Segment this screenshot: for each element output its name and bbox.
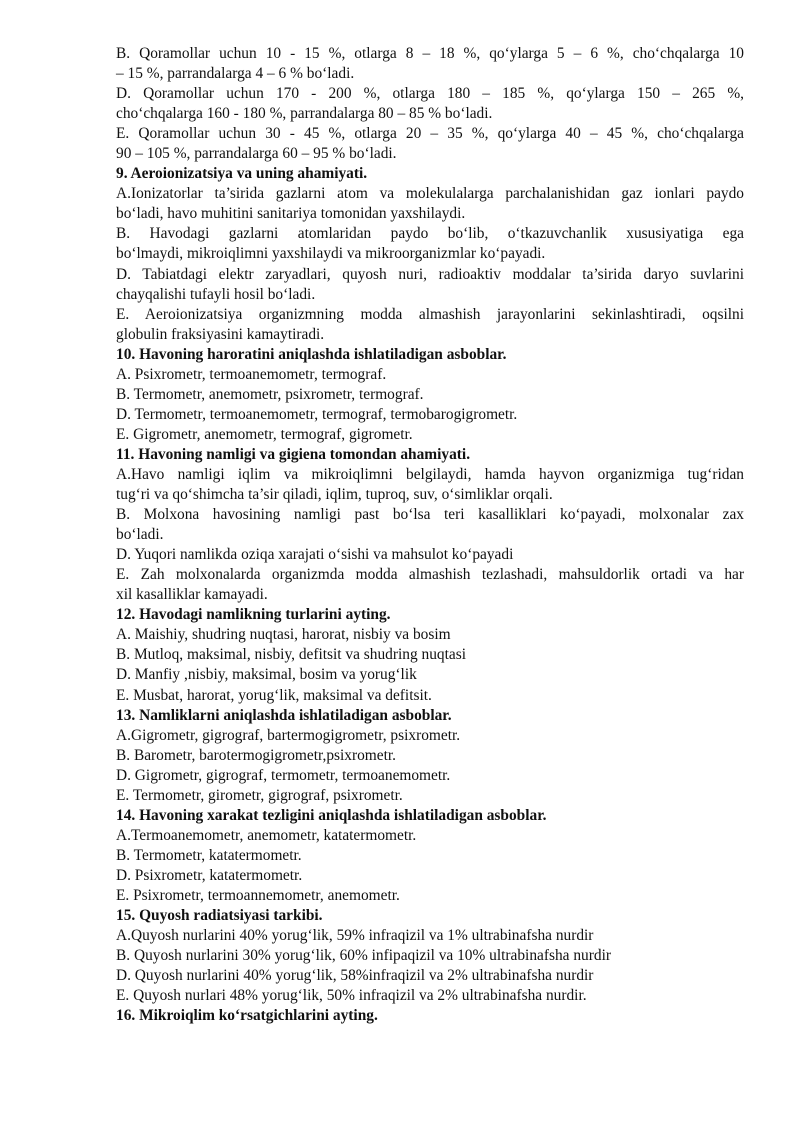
text-line: A. Maishiy, shudring nuqtasi, harorat, nisbiy va bosim xyxy=(116,626,451,644)
text-line: E. Psixrometr, termoannemometr, anemometr. xyxy=(116,886,400,904)
text-line: E. Aeroionizatsiya organizmning modda almashish jarayonlarini sekinlashtiradi, oqsilni xyxy=(116,305,744,323)
text-line: B. Termometr, anemometr, psixrometr, termograf. xyxy=(116,385,424,403)
question-heading: 14. Havoning xarakat tezligini aniqlashda ishlatiladigan asboblar. xyxy=(116,806,547,824)
text-line: E. Zah molxonalarda organizmda modda almashish tezlashadi, mahsuldorlik ortadi va har xyxy=(116,566,744,584)
text-line: E. Qoramollar uchun 30 - 45 %, otlarga 20 – 35 %, qo‘ylarga 40 – 45 %, cho‘chqalarga xyxy=(116,125,744,143)
text-line: bo‘ladi, havo muhitini sanitariya tomonidan yaxshilaydi. xyxy=(116,205,466,223)
text-line: A.Ionizatorlar ta’sirida gazlarni atom va molekulalarga parchalanishidan gaz ionlari paydo xyxy=(116,185,744,203)
text-line: tug‘ri va qo‘shimcha ta’sir qiladi, iqlim, tuproq, suv, o‘simliklar orqali. xyxy=(116,486,553,504)
question-heading: 12. Havodagi namlikning turlarini ayting. xyxy=(116,606,391,624)
text-line: A.Havo namligi iqlim va mikroiqlimni belgilaydi, hamda hayvon organizmiga tug‘ridan xyxy=(116,465,744,483)
text-line: B. Barometr, barotermogigrometr,psixrometr. xyxy=(116,746,397,764)
text-line: A.Gigrometr, gigrograf, bartermogigrometr, psixrometr. xyxy=(116,726,461,744)
text-line: B. Quyosh nurlarini 30% yorug‘lik, 60% infipaqizil va 10% ultrabinafsha nurdir xyxy=(116,947,611,965)
text-line: D. Tabiatdagi elektr zaryadlari, quyosh nuri, radioaktiv moddalar ta’sirida daryo suvlarini xyxy=(116,265,744,283)
text-line: E. Quyosh nurlari 48% yorug‘lik, 50% infraqizil va 2% ultrabinafsha nurdir. xyxy=(116,987,587,1005)
text-line: E. Musbat, harorat, yorug‘lik, maksimal va defitsit. xyxy=(116,686,432,704)
text-line: D. Manfiy ,nisbiy, maksimal, bosim va yorug‘lik xyxy=(116,666,417,684)
text-line: A.Quyosh nurlarini 40% yorug‘lik, 59% infraqizil va 1% ultrabinafsha nurdir xyxy=(116,927,594,945)
text-line: chayqalishi tufayli hosil bo‘ladi. xyxy=(116,285,316,303)
text-line: B. Mutloq, maksimal, nisbiy, defitsit va shudring nuqtasi xyxy=(116,646,466,664)
question-heading: 9. Aeroionizatsiya va uning ahamiyati. xyxy=(116,165,368,183)
text-line: globulin fraksiyasini kamaytiradi. xyxy=(116,325,325,343)
text-line: A. Psixrometr, termoanemometr, termograf. xyxy=(116,365,387,383)
text-line: 90 – 105 %, parrandalarga 60 – 95 % bo‘ladi. xyxy=(116,145,397,163)
question-heading: 15. Quyosh radiatsiyasi tarkibi. xyxy=(116,907,323,925)
text-line: D. Yuqori namlikda oziqa xarajati o‘sishi va mahsulot ko‘payadi xyxy=(116,546,514,564)
document-page xyxy=(116,44,744,1026)
question-heading: 13. Namliklarni aniqlashda ishlatiladigan asboblar. xyxy=(116,706,452,724)
text-line: B. Termometr, katatermometr. xyxy=(116,846,302,864)
text-line: D. Quyosh nurlarini 40% yorug‘lik, 58%infraqizil va 2% ultrabinafsha nurdir xyxy=(116,967,594,985)
text-line: D. Gigrometr, gigrograf, termometr, termoanemometr. xyxy=(116,766,451,784)
text-line: E. Gigrometr, anemometr, termograf, gigrometr. xyxy=(116,425,413,443)
text-line: bo‘lmaydi, mikroiqlimni yaxshilaydi va mikroorganizmlar ko‘payadi. xyxy=(116,245,546,263)
text-line: xil kasalliklar kamayadi. xyxy=(116,586,268,604)
text-line: D. Psixrometr, katatermometr. xyxy=(116,866,303,884)
text-line: B. Havodagi gazlarni atomlaridan paydo bo‘lib, o‘tkazuvchanlik xususiyatiga ega xyxy=(116,225,744,243)
text-line: B. Qoramollar uchun 10 - 15 %, otlarga 8 – 18 %, qo‘ylarga 5 – 6 %, cho‘chqalarga 10 xyxy=(116,45,744,62)
text-line: – 15 %, parrandalarga 4 – 6 % bo‘ladi. xyxy=(116,65,355,83)
text-line: E. Termometr, girometr, gigrograf, psixrometr. xyxy=(116,786,403,804)
question-heading: 10. Havoning haroratini aniqlashda ishlatiladigan asboblar. xyxy=(116,345,507,363)
text-line: D. Termometr, termoanemometr, termograf, termobarogigrometr. xyxy=(116,405,518,423)
text-line: B. Molxona havosining namligi past bo‘lsa teri kasalliklari ko‘payadi, molxonalar zax xyxy=(116,506,744,524)
text-line: A.Termoanemometr, anemometr, katatermometr. xyxy=(116,826,417,844)
text-line: D. Qoramollar uchun 170 - 200 %, otlarga 180 – 185 %, qo‘ylarga 150 – 265 %, xyxy=(116,85,744,103)
text-line: cho‘chqalarga 160 - 180 %, parrandalarga 80 – 85 % bo‘ladi. xyxy=(116,105,493,123)
question-heading: 11. Havoning namligi va gigiena tomondan ahamiyati. xyxy=(116,445,471,463)
text-line: bo‘ladi. xyxy=(116,526,164,544)
question-heading: 16. Mikroiqlim ko‘rsatgichlarini ayting. xyxy=(116,1007,378,1025)
